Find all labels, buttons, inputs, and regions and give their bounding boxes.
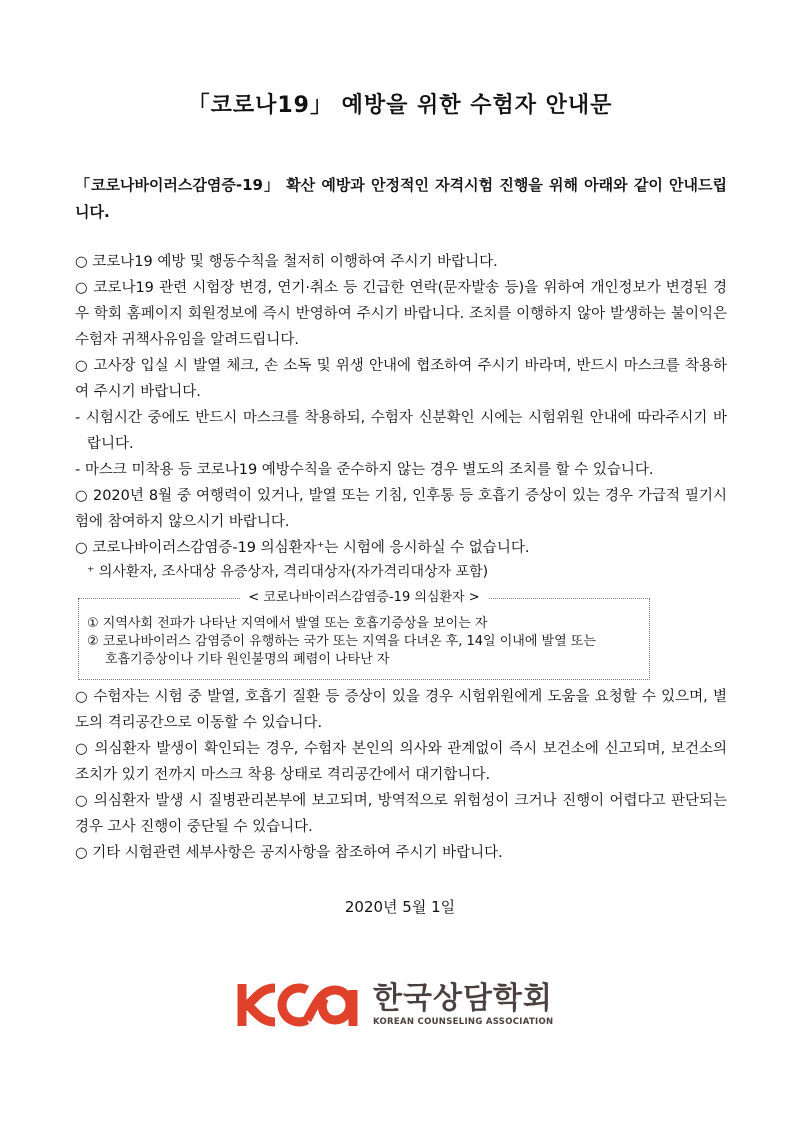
org-name-english: KOREAN COUNSELING ASSOCIATION [373,1017,554,1027]
org-name-korean: 한국상담학회 [373,981,553,1016]
box-title: < 코로나바이러스감염증-19 의심환자 > [240,590,487,605]
footnote: ⁺ 의사환자, 조사대상 유증상자, 격리대상자(자가격리대상자 포함) [87,564,489,580]
notice-item: ○ 의심환자 발생이 확인되는 경우, 수험자 본인의 의사와 관계없이 즉시 보건소에 신고되며, 보건소의 조치가 있기 전까지 마스크 착용 상태로 격리공간에서 대기합니다. [75,741,727,783]
document-date: 2020년 5월 1일 [344,898,456,916]
notice-item: ○ 코로나19 관련 시험장 변경, 연기·취소 등 긴급한 연락(문자발송 등)을 위하여 개인정보가 변경된 경우 학회 홈페이지 회원정보에 즉시 반영하여 주시기 바랍니다. 조치를 이행하지 않아 발생하는 불이익은 수험자 귀책사유임을 알려드립니다. [75,280,727,348]
notice-item: ○ 의심환자 발생 시 질병관리본부에 보고되며, 방역적으로 위험성이 크거나 진행이 어렵다고 판단되는 경우 고사 진행이 중단될 수 있습니다. [75,793,727,835]
kca-logo [235,980,553,1030]
box-item: ① 지역사회 전파가 나타난 지역에서 발열 또는 호흡기증상을 보이는 자 [87,616,488,631]
notice-subitem: - 시험시간 중에도 반드시 마스크를 착용하되, 수험자 신분확인 시에는 시험위원 안내에 따라주시기 바랍니다. [75,410,727,452]
notice-item: ○ 2020년 8월 중 여행력이 있거나, 발열 또는 기침, 인후통 등 호흡기 증상이 있는 경우 가급적 필기시험에 참여하지 않으시기 바랍니다. [75,488,727,530]
notice-item: ○ 코로나19 예방 및 행동수칙을 철저히 이행하여 주시기 바랍니다. [75,254,498,270]
box-item: ② 코로나바이러스 감염증이 유행하는 국가 또는 지역을 다녀온 후, 14일 이내에 발열 또는 [87,634,596,649]
notice-item: ○ 수험자는 시험 중 발열, 호흡기 질환 등 증상이 있을 경우 시험위원에게 도움을 요청할 수 있으며, 별도의 격리공간으로 이동할 수 있습니다. [75,689,727,731]
notice-item: ○ 코로나바이러스감염증-19 의심환자⁺는 시험에 응시하실 수 없습니다. [75,540,530,556]
intro-paragraph: 「코로나바이러스감염증-19」 확산 예방과 안정적인 자격시험 진행을 위해 아래와 같이 안내드립니다. [75,176,727,221]
suspected-patient-box [78,590,650,680]
kca-logo-mark-icon [235,980,361,1030]
notice-items-top [75,249,727,583]
document-title: 「코로나19」 예방을 위한 수험자 안내문 [187,93,613,118]
box-item-continued: 호흡기증상이나 기타 원인불명의 폐렴이 나타난 자 [105,652,390,667]
notice-item: ○ 기타 시험관련 세부사항은 공지사항을 참조하여 주시기 바랍니다. [75,845,503,861]
notice-items-bottom [75,684,727,866]
notice-subitem: - 마스크 미착용 등 코로나19 예방수칙을 준수하지 않는 경우 별도의 조치를 할 수 있습니다. [75,462,654,478]
notice-item: ○ 고사장 입실 시 발열 체크, 손 소독 및 위생 안내에 협조하여 주시기 바라며, 반드시 마스크를 착용하여 주시기 바랍니다. [75,358,727,400]
